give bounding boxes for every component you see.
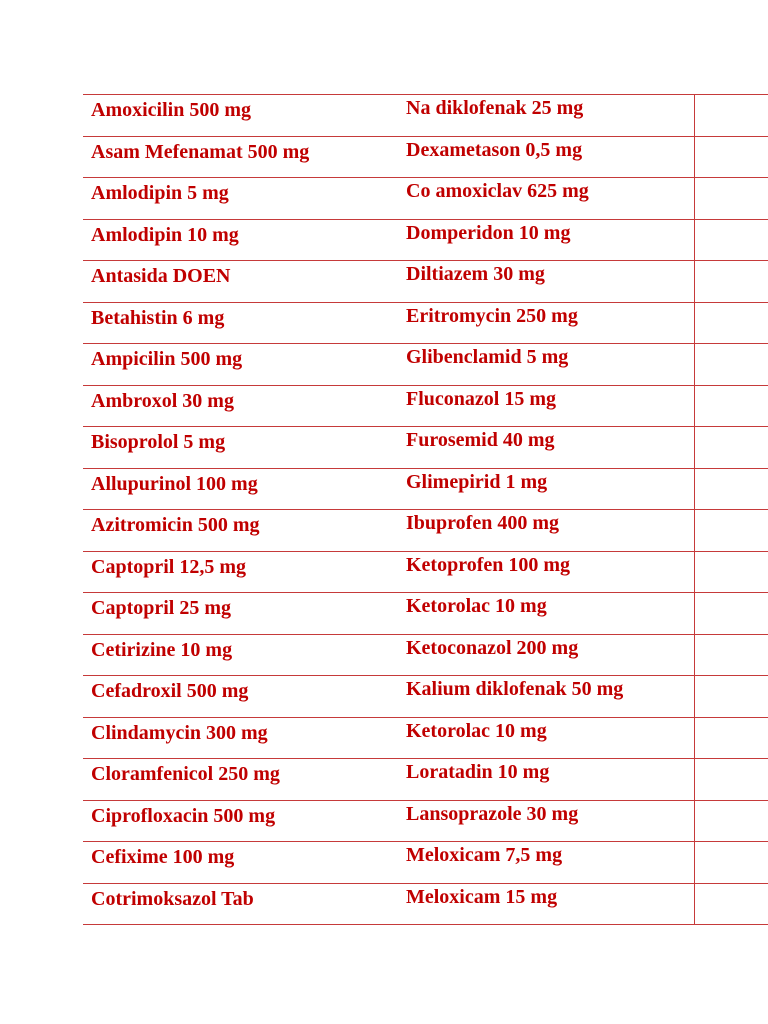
drug-name-right: Diltiazem 30 mg	[398, 261, 694, 303]
drug-name-right: Ketoconazol 200 mg	[398, 634, 694, 676]
table-row	[83, 302, 768, 344]
table-row	[83, 95, 768, 137]
drug-name-right: Meloxicam 15 mg	[398, 883, 694, 925]
table-row	[83, 468, 768, 510]
drug-name-right: Ketorolac 10 mg	[398, 593, 694, 635]
drug-name-left: Amlodipin 10 mg	[83, 219, 398, 261]
drug-name-left: Captopril 12,5 mg	[83, 551, 398, 593]
drug-name-right: Fluconazol 15 mg	[398, 385, 694, 427]
empty-cell	[694, 634, 768, 676]
drug-name-right: Dexametason 0,5 mg	[398, 136, 694, 178]
empty-cell	[694, 178, 768, 220]
empty-cell	[694, 759, 768, 801]
table-row	[83, 510, 768, 552]
drug-name-left: Ciprofloxacin 500 mg	[83, 800, 398, 842]
table-row	[83, 219, 768, 261]
drug-name-right: Meloxicam 7,5 mg	[398, 842, 694, 884]
empty-cell	[694, 593, 768, 635]
drug-name-right: Domperidon 10 mg	[398, 219, 694, 261]
drug-name-right: Lansoprazole 30 mg	[398, 800, 694, 842]
table-row	[83, 883, 768, 925]
drug-name-right: Furosemid 40 mg	[398, 427, 694, 469]
drug-name-left: Amoxicilin 500 mg	[83, 95, 398, 137]
drug-name-right: Na diklofenak 25 mg	[398, 95, 694, 137]
drug-name-right: Co amoxiclav 625 mg	[398, 178, 694, 220]
table-row	[83, 759, 768, 801]
drug-name-left: Cotrimoksazol Tab	[83, 883, 398, 925]
empty-cell	[694, 136, 768, 178]
table-row	[83, 634, 768, 676]
table-row	[83, 842, 768, 884]
drug-list-body	[83, 95, 768, 925]
table-row	[83, 261, 768, 303]
drug-name-left: Antasida DOEN	[83, 261, 398, 303]
drug-name-left: Clindamycin 300 mg	[83, 717, 398, 759]
drug-name-left: Cefixime 100 mg	[83, 842, 398, 884]
empty-cell	[694, 551, 768, 593]
empty-cell	[694, 95, 768, 137]
drug-name-left: Allupurinol 100 mg	[83, 468, 398, 510]
table-row	[83, 551, 768, 593]
table-row	[83, 136, 768, 178]
empty-cell	[694, 261, 768, 303]
drug-name-right: Ibuprofen 400 mg	[398, 510, 694, 552]
drug-name-right: Glimepirid 1 mg	[398, 468, 694, 510]
drug-name-left: Amlodipin 5 mg	[83, 178, 398, 220]
empty-cell	[694, 302, 768, 344]
empty-cell	[694, 510, 768, 552]
drug-name-left: Cefadroxil 500 mg	[83, 676, 398, 718]
table-row	[83, 717, 768, 759]
table-row	[83, 427, 768, 469]
table-row	[83, 676, 768, 718]
drug-name-left: Cetirizine 10 mg	[83, 634, 398, 676]
empty-cell	[694, 717, 768, 759]
table-row	[83, 800, 768, 842]
drug-name-right: Loratadin 10 mg	[398, 759, 694, 801]
empty-cell	[694, 676, 768, 718]
drug-list-table	[83, 94, 768, 925]
drug-name-left: Asam Mefenamat 500 mg	[83, 136, 398, 178]
drug-name-left: Ampicilin 500 mg	[83, 344, 398, 386]
drug-name-left: Bisoprolol 5 mg	[83, 427, 398, 469]
drug-name-left: Azitromicin 500 mg	[83, 510, 398, 552]
drug-name-left: Captopril 25 mg	[83, 593, 398, 635]
empty-cell	[694, 427, 768, 469]
table-row	[83, 178, 768, 220]
drug-name-left: Ambroxol 30 mg	[83, 385, 398, 427]
table-row	[83, 385, 768, 427]
table-row	[83, 344, 768, 386]
drug-name-right: Ketorolac 10 mg	[398, 717, 694, 759]
drug-name-right: Glibenclamid 5 mg	[398, 344, 694, 386]
empty-cell	[694, 468, 768, 510]
drug-name-right: Kalium diklofenak 50 mg	[398, 676, 694, 718]
drug-name-right: Eritromycin 250 mg	[398, 302, 694, 344]
empty-cell	[694, 842, 768, 884]
empty-cell	[694, 344, 768, 386]
drug-name-left: Betahistin 6 mg	[83, 302, 398, 344]
drug-name-right: Ketoprofen 100 mg	[398, 551, 694, 593]
table-row	[83, 593, 768, 635]
drug-name-left: Cloramfenicol 250 mg	[83, 759, 398, 801]
empty-cell	[694, 385, 768, 427]
empty-cell	[694, 219, 768, 261]
empty-cell	[694, 800, 768, 842]
empty-cell	[694, 883, 768, 925]
